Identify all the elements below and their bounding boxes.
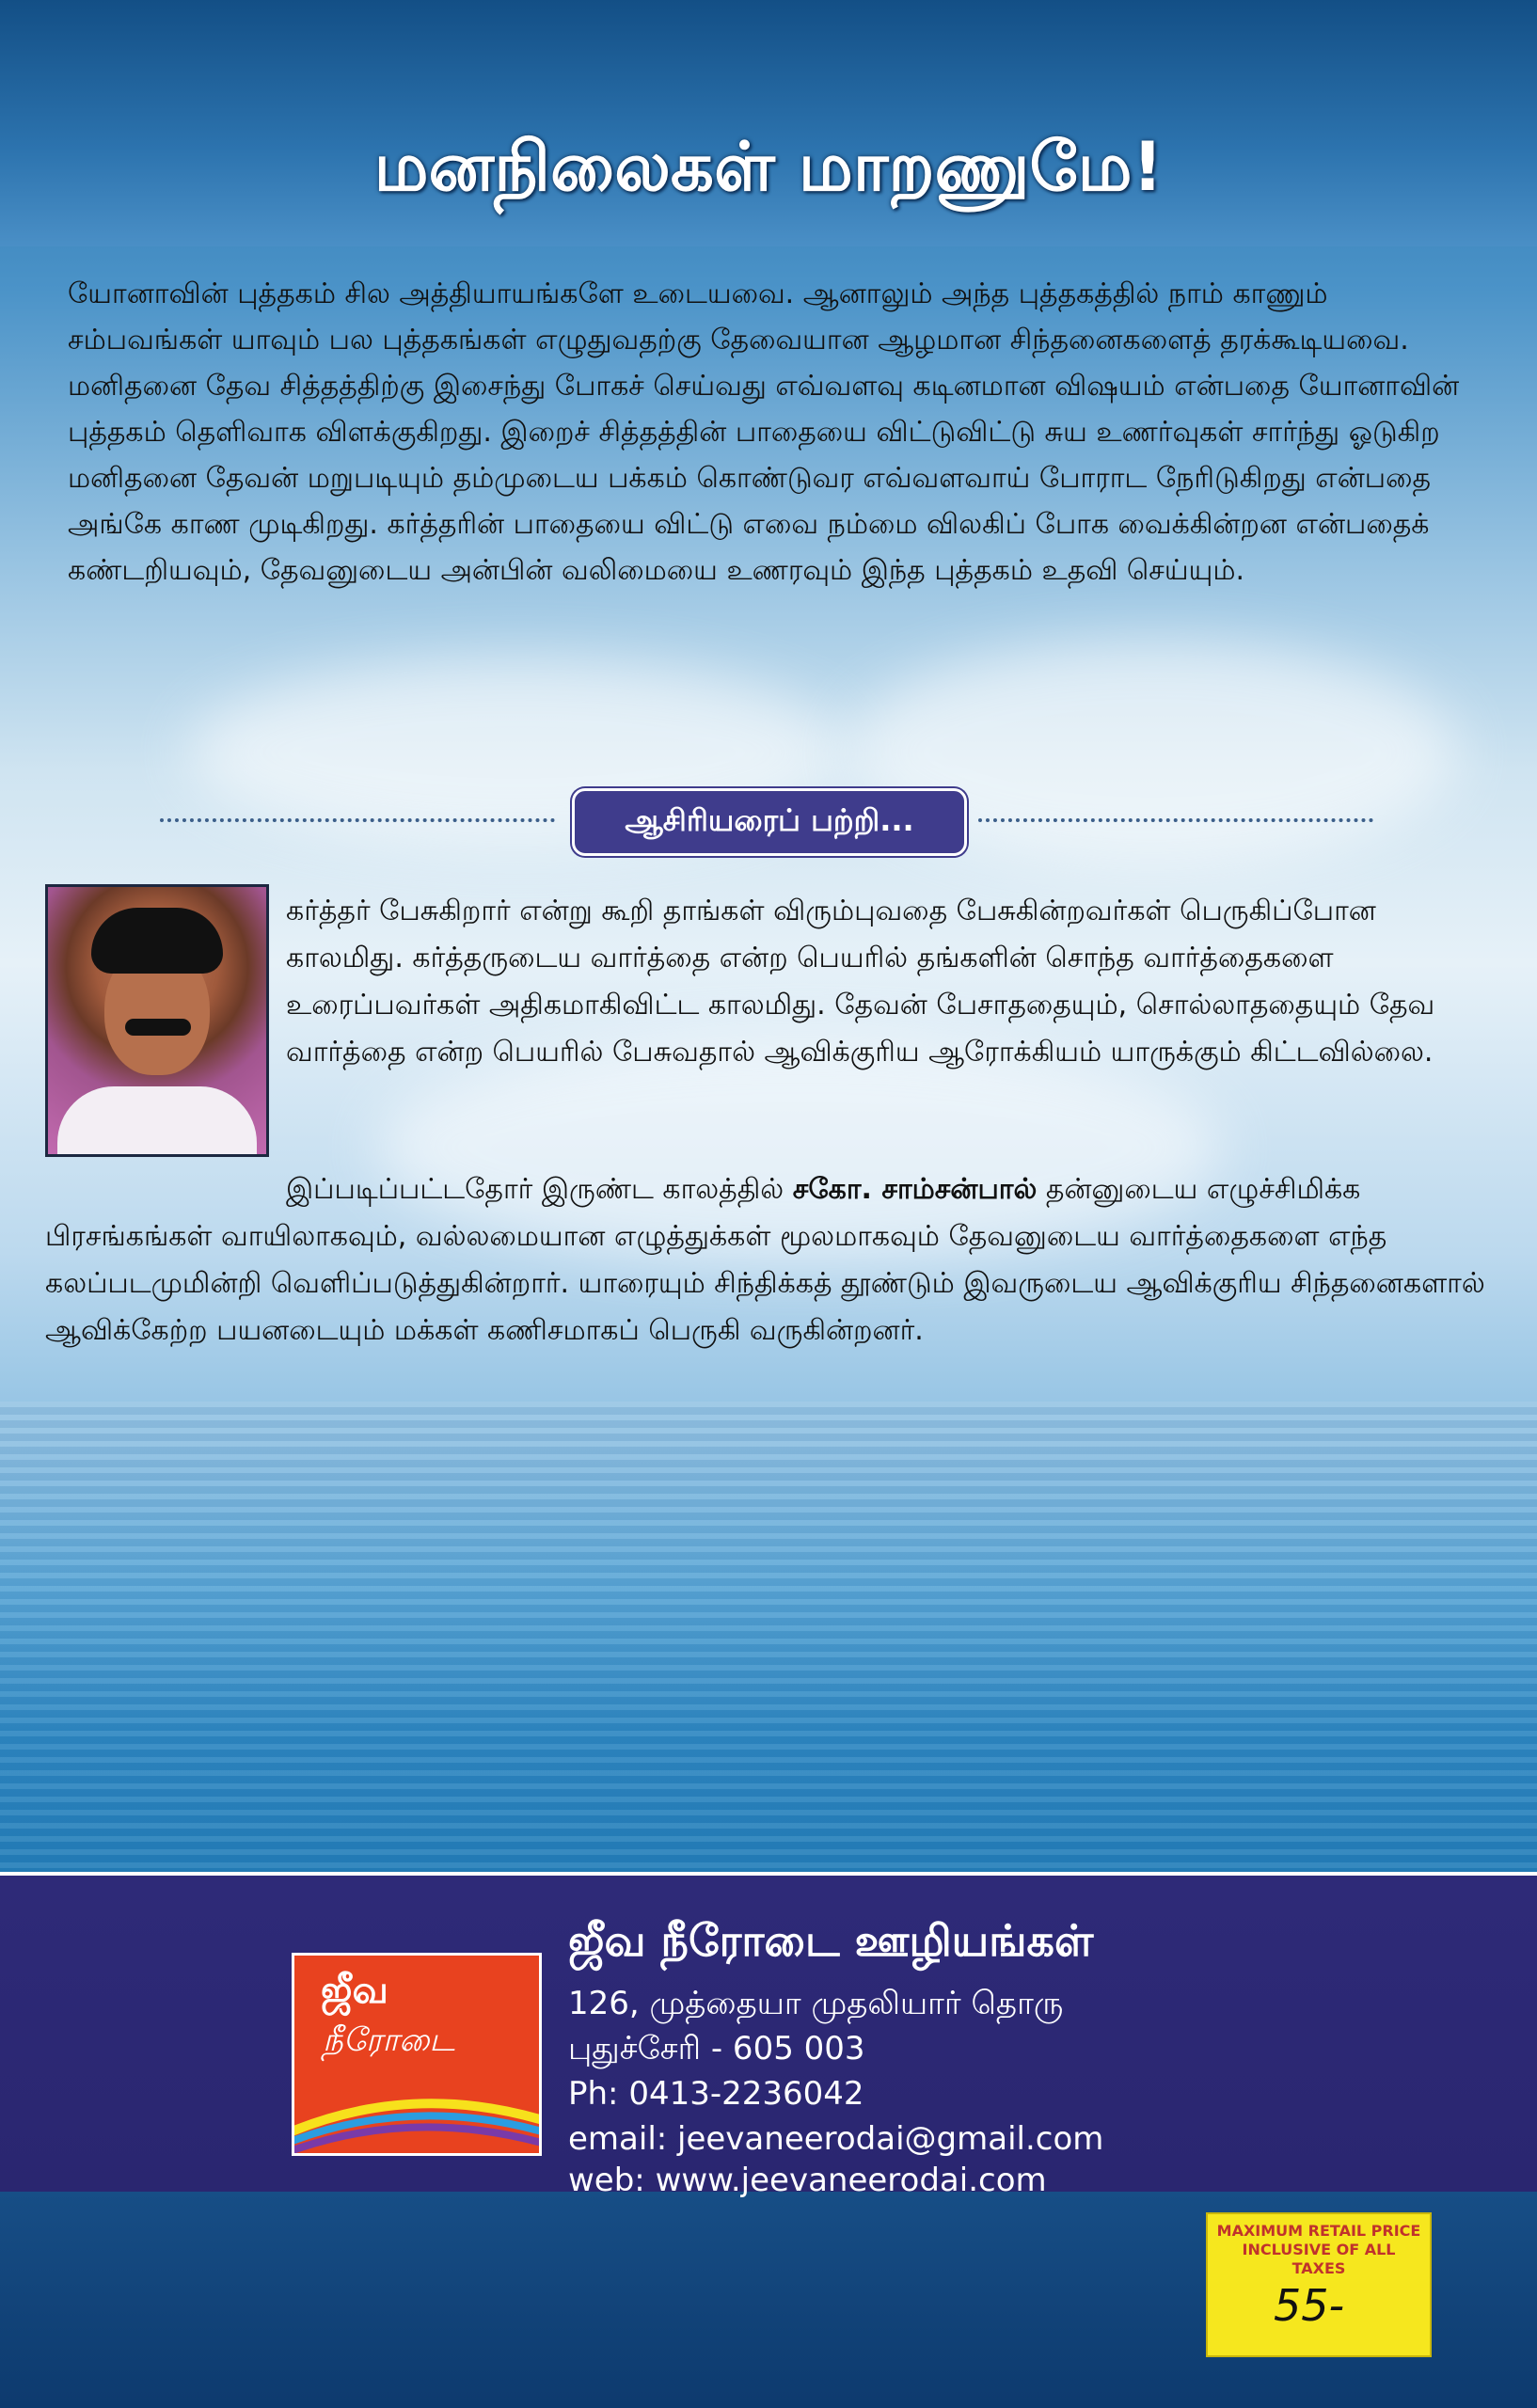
- address-line-1: 126, முத்தையா முதலியார் தொரு: [568, 1985, 1064, 2022]
- about-author-label: ஆசிரியரைப் பற்றி...: [572, 788, 967, 856]
- intro-paragraph: யோனாவின் புத்தகம் சில அத்தியாயங்களே உடையவை. ஆனாலும் அந்த புத்தகத்தில் நாம் காணும் சம்பவங்கள் யாவும் பல புத்தகங்கள் எழுதுவதற்கு தேவையான ஆழமான சிந்தனைகளைத் தரக்கூடியவை. மனிதனை தேவ சித்தத்திற்கு இசைந்து போகச் செய்வது எவ்வளவு கடினமான விஷயம் என்பதை யோனாவின் புத்தகம் தெளிவாக விளக்குகிறது. இறைச் சித்தத்தின் பாதையை விட்டுவிட்டு சுய உணர்வுகள் சார்ந்து ஓடுகிற மனிதனை தேவன் மறுபடியும் தம்முடைய பக்கம் கொண்டுவர எவ்வளவாய் போராட நேரிடுகிறது என்பதை அங்கே காண முடிகிறது. கர்த்தரின் பாதையை விட்டு எவை நம்மை விலகிப் போக வைக்கின்றன என்பதைக் கண்டறியவும், தேவனுடைய அன்பின் வலிமையை உணரவும் இந்த புத்தகம் உதவி செய்யும்.: [68, 277, 1460, 587]
- photo-hair: [91, 908, 223, 974]
- publisher-logo: [292, 1953, 542, 2156]
- logo-text-top: ஜீவ: [321, 1969, 388, 2012]
- about-paragraph-2-start: இப்படிப்பட்டதோர் இருண்ட காலத்தில்: [286, 1173, 793, 1206]
- phone-line: Ph: 0413-2236042: [568, 2075, 864, 2113]
- address-line-2: புதுச்சேரி - 605 003: [568, 2030, 865, 2067]
- logo-text-sub: நீரோடை: [323, 2021, 455, 2059]
- email-line: email: jeevaneerodai@gmail.com: [568, 2120, 1104, 2158]
- divider-left: [160, 818, 555, 822]
- author-name: சகோ. சாம்சன்பால்: [792, 1173, 1038, 1206]
- photo-mustache: [125, 1019, 191, 1036]
- price-sticker: [1208, 2214, 1430, 2355]
- logo-swoosh-icon: [292, 2087, 542, 2156]
- sea-waves: [0, 1402, 1537, 1872]
- price-value: 55-: [1274, 2280, 1345, 2331]
- about-paragraph-2: [45, 1166, 1499, 1354]
- author-photo: [45, 884, 269, 1157]
- publisher-name: ஜீவ நீரோடை ஊழியங்கள்: [568, 1915, 1094, 1966]
- divider-right: [978, 818, 1373, 822]
- about-paragraph-2-end: தன்னுடைய எழுச்சிமிக்க பிரசங்கங்கள் வாயிலாகவும், வல்லமையான எழுத்துக்கள் மூலமாகவும் தேவனுடைய வார்த்தைகளை எந்த கலப்படமுமின்றி வெளிப்படுத்துகின்றார். யாரையும் சிந்திக்கத் தூண்டும் இவருடைய ஆவிக்குரிய சிந்தனைகளால் ஆவிக்கேற்ற பயனடையும் மக்கள் கணிசமாகப் பெருகி வருகின்றனர்.: [45, 1173, 1485, 1347]
- about-paragraph-1: கர்த்தர் பேசுகிறார் என்று கூறி தாங்கள் விரும்புவதை பேசுகின்றவர்கள் பெருகிப்போன காலமிது. கர்த்தருடைய வார்த்தை என்ற பெயரில் தங்களின் சொந்த வார்த்தைகளை உரைப்பவர்கள் அதிகமாகிவிட்ட காலமிது. தேவன் பேசாததையும், சொல்லாததையும் தேவ வார்த்தை என்ற பெயரில் பேசுவதால் ஆவிக்குரிய ஆரோக்கியம் யாருக்கும் கிட்டவில்லை.: [286, 895, 1435, 1069]
- book-title: மனநிலைகள் மாறணுமே!: [373, 127, 1164, 206]
- photo-shirt: [57, 1086, 257, 1154]
- price-label: MAXIMUM RETAIL PRICE INCLUSIVE OF ALL TAXES: [1216, 2222, 1421, 2277]
- web-line: web: www.jeevaneerodai.com: [568, 2162, 1047, 2199]
